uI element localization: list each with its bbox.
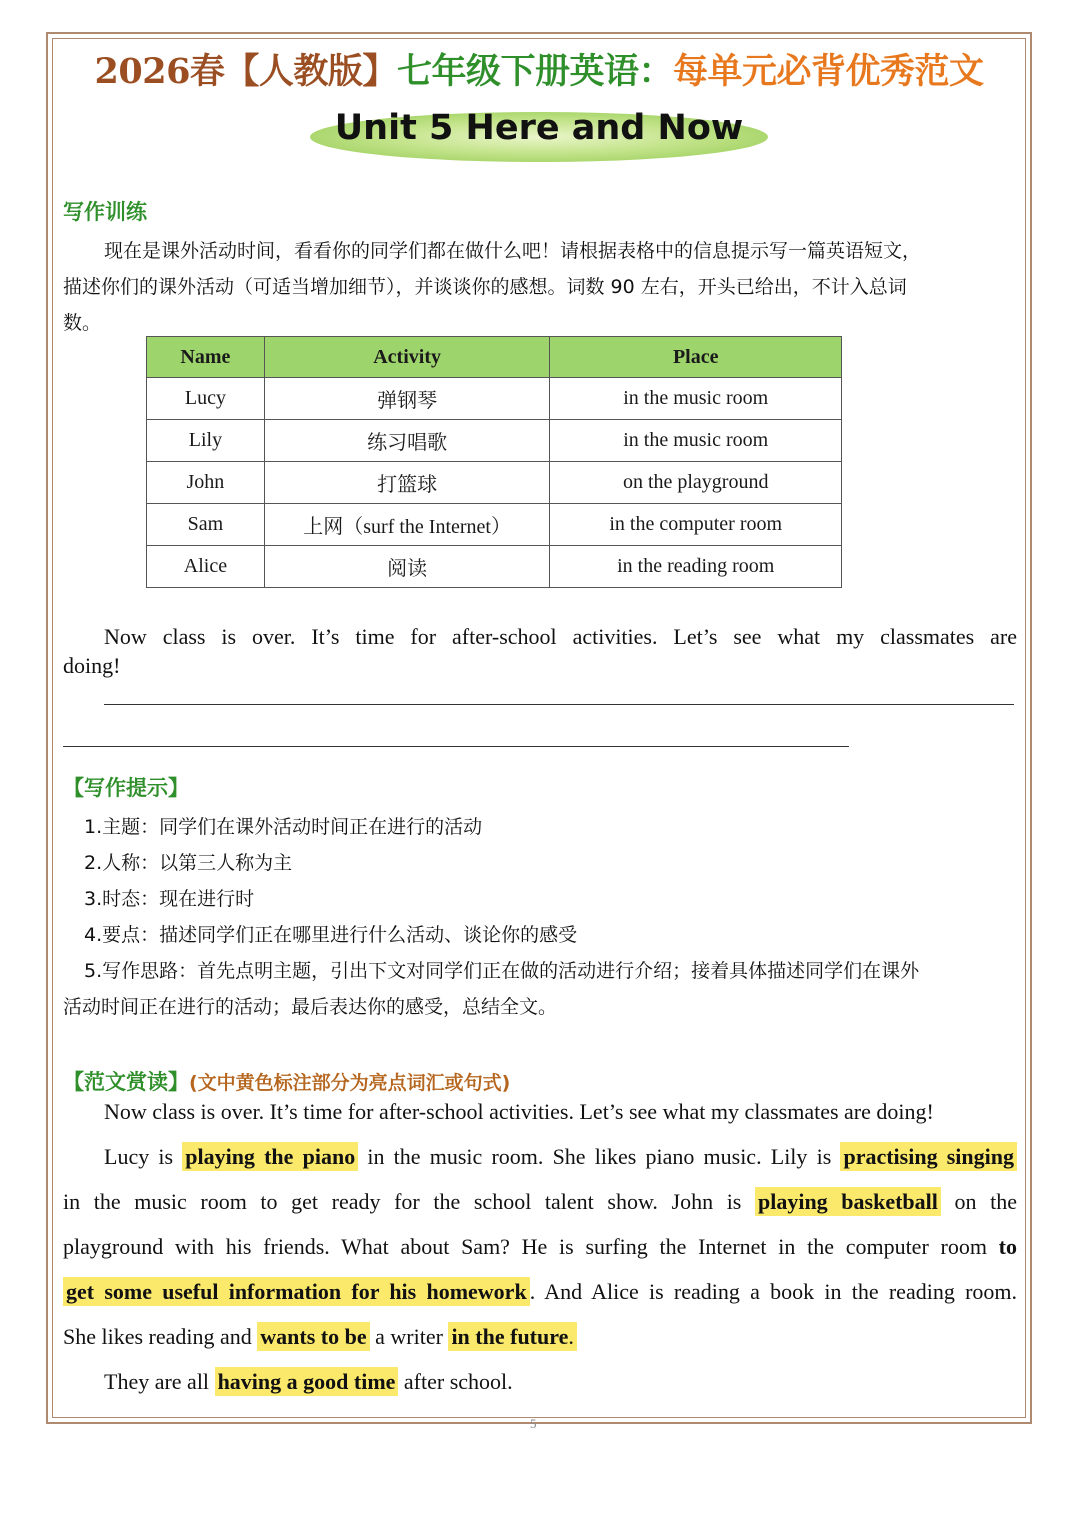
bold-word: to [998,1234,1017,1259]
opening-line-2: doing! [63,653,121,678]
table-cell-name: Sam [147,504,265,546]
table-row [147,462,842,504]
opening-line-1: Now class is over. It’s time for after-school activities. Let’s see what my classmates are [104,624,1017,649]
table-cell-place: on the playground [550,462,842,504]
table-cell-name: John [147,462,265,504]
unit-title: Unit 5 Here and Now [334,108,744,148]
page-number: 5 [530,1416,537,1431]
table-cell-name: Lucy [147,378,265,420]
page-title [52,44,1026,94]
sample-line: get some useful information for his homework . And Alice is reading a book in the reading room. [63,1279,1017,1305]
sample-heading-label: 【范文赏读】 [63,1070,189,1094]
highlight-phrase: wants to be [257,1322,369,1351]
table-cell-place: in the music room [550,420,842,462]
tip-item-continued: 活动时间正在进行的活动；最后表达你的感受，总结全文。 [63,996,558,1018]
table-header-row [147,337,842,378]
writing-tips-heading: 【写作提示】 [63,776,189,800]
table-cell-activity: 打篮球 [264,462,550,504]
tip-item: 3.时态：现在进行时 [84,888,255,910]
highlight-phrase: playing the piano [182,1142,358,1171]
table-cell-activity: 上网（surf the Internet） [264,504,550,546]
table-row [147,420,842,462]
sample-essay-heading [63,1066,510,1096]
highlight-phrase: practising singing [840,1142,1017,1171]
table-cell-place: in the music room [550,378,842,420]
tip-item: 2.人称：以第三人称为主 [84,852,293,874]
activity-table [146,336,842,588]
table-header-cell: Activity [264,337,550,378]
title-part-edition: 2026春【人教版】 [94,51,397,92]
table-row [147,378,842,420]
sample-line: playground with his friends. What about Sam? He is surfing the Internet in the computer room to [63,1234,1017,1259]
title-part-topic: 每单元必背优秀范文 [672,51,984,92]
table-row [147,546,842,588]
highlight-phrase: in the future. [448,1322,576,1351]
sample-line: in the music room to get ready for the school talent show. John is playing basketball on the [63,1189,1017,1214]
sample-line: She likes reading and wants to be a writer in the future. [63,1324,577,1350]
answer-line-2 [63,746,849,747]
table-cell-place: in the computer room [550,504,842,546]
instruction-line-3: 数。 [63,312,102,334]
title-part-grade: 七年级下册英语： [396,51,673,92]
highlight-phrase: having a good time [215,1367,399,1396]
table-cell-name: Lily [147,420,265,462]
tip-item: 4.要点：描述同学们正在哪里进行什么活动、谈论你的感受 [84,924,578,946]
writing-practice-heading: 写作训练 [63,200,147,224]
instruction-line-2: 描述你们的课外活动（可适当增加细节），并谈谈你的感想。词数 90 左右，开头已给出，不计入总词 [63,276,907,298]
sample-heading-note: (文中黄色标注部分为亮点词汇或句式) [189,1072,511,1094]
table-row [147,504,842,546]
highlight-phrase: playing basketball [755,1187,941,1216]
table-cell-name: Alice [147,546,265,588]
tip-item: 1.主题：同学们在课外活动时间正在进行的活动 [84,816,483,838]
table-cell-activity: 弹钢琴 [264,378,550,420]
table-header-cell: Place [550,337,842,378]
sample-line: Lucy is playing the piano in the music room. She likes piano music. Lily is practising singing [63,1144,1017,1170]
sample-line: They are all having a good time after school. [104,1369,513,1394]
instruction-line-1: 现在是课外活动时间，看看你的同学们都在做什么吧！请根据表格中的信息提示写一篇英语短文， [104,240,922,262]
tip-item: 5.写作思路：首先点明主题，引出下文对同学们正在做的活动进行介绍；接着具体描述同学们在课外 [84,960,920,982]
table-cell-place: in the reading room [550,546,842,588]
highlight-phrase: get some useful information for his homework [63,1277,530,1306]
table-cell-activity: 阅读 [264,546,550,588]
table-header-cell: Name [147,337,265,378]
sample-line: Now class is over. It’s time for after-school activities. Let’s see what my classmates are doing! [104,1099,934,1124]
answer-line-1 [104,704,1014,705]
table-cell-activity: 练习唱歌 [264,420,550,462]
